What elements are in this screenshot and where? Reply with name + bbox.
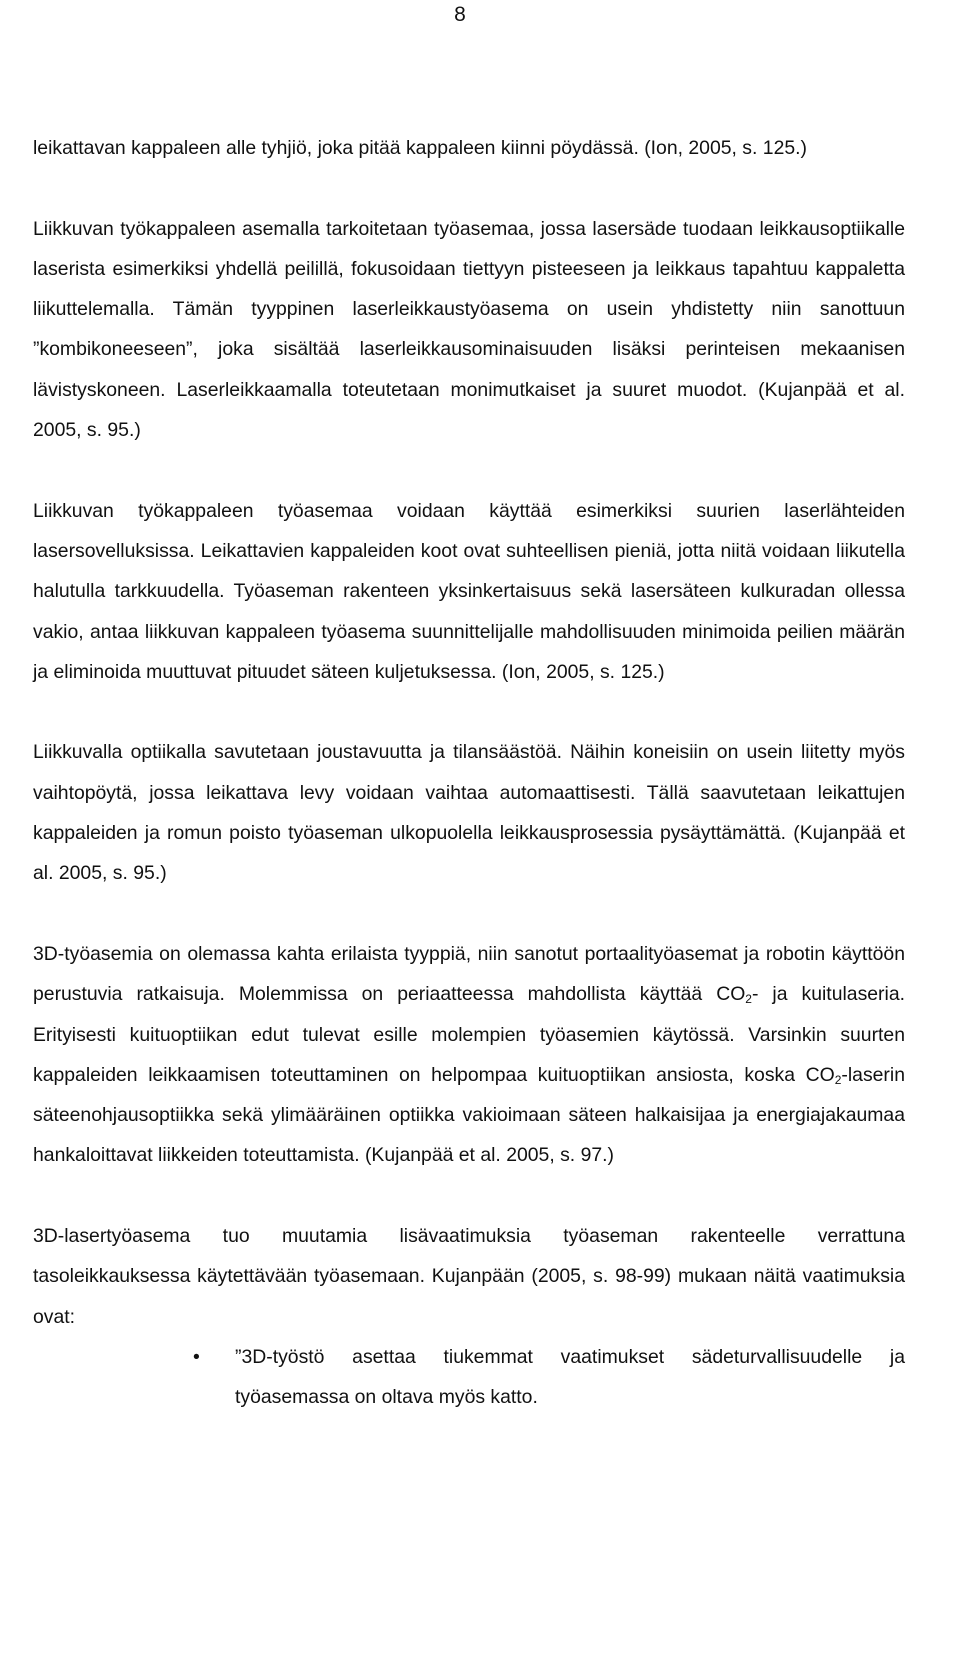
bullet-icon: •	[193, 1345, 200, 1368]
paragraph-6: 3D-lasertyöasema tuo muutamia lisävaatimuksia työaseman rakenteelle verrattuna tasoleikkauksessa käytettävään työasemaan. Kujanpään (2005, s. 98-99) mukaan näitä vaatimuksia ovat:	[33, 1225, 905, 1328]
paragraph-4: Liikkuvalla optiikalla savutetaan joustavuutta ja tilansäästöä. Näihin koneisiin on usein liitetty myös vaihtopöytä, jossa leikattava levy voidaan vaihtaa automaattisesti. Tällä saavutetaan leikattujen kappaleiden ja romun poisto työaseman ulkopuolella leikkausprosessia pysäyttämättä. (Kujanpää et al. 2005, s. 95.)	[33, 741, 905, 885]
paragraph-5-part-2: - ja kuitulaseria. Erityisesti kuituoptiikan edut tulevat esille molempien työasemien käytössä. Varsinkin suurten kappaleiden leikkaamisen toteuttaminen on helpompaa kuituoptiikan ansiosta, koska CO	[33, 983, 905, 1086]
paragraph-1: leikattavan kappaleen alle tyhjiö, joka pitää kappaleen kiinni pöydässä. (Ion, 2005, s. 125.)	[33, 137, 807, 159]
paragraph-5-part-3: -laserin säteenohjausoptiikka sekä ylimääräinen optiikka vakioimaan säteen halkaisijaa ja energiajakaumaa hankaloittavat liikkeiden toteuttamista. (Kujanpää et al. 2005, s. 97.)	[33, 1063, 905, 1167]
paragraph-2: Liikkuvan työkappaleen asemalla tarkoitetaan työasemaa, jossa lasersäde tuodaan leikkausoptiikalle laserista esimerkiksi yhdellä peilillä, fokusoidaan tiettyyn pisteeseen ja leikkaus tapahtuu kappaletta liikuttelemalla. Tämän tyyppinen laserleikkaustyöasema on usein yhdistetty niin sanottuun ”kombikoneeseen”, joka sisältää laserleikkausominaisuuden lisäksi perinteisen mekaanisen lävistyskoneen. Laserleikkaamalla toteutetaan monimutkaiset ja suuret muodot. (Kujanpää et al. 2005, s. 95.)	[33, 217, 905, 442]
paragraph-5	[33, 934, 905, 1176]
paragraph-3: Liikkuvan työkappaleen työasemaa voidaan käyttää esimerkiksi suurien laserlähteiden lasersovelluksissa. Leikattavien kappaleiden koot ovat suhteellisen pieniä, jotta niitä voidaan liikutella halutulla tarkkuudella. Työaseman rakenteen yksinkertaisuus sekä lasersäteen kulkuradan ollessa vakio, antaa liikkuvan kappaleen työasema suunnittelijalle mahdollisuuden minimoida peilien määrän ja eliminoida muuttuvat pituudet säteen kuljetuksessa. (Ion, 2005, s. 125.)	[33, 499, 905, 683]
list-item	[33, 1337, 905, 1418]
subscript-2: 2	[834, 1072, 842, 1087]
document-body	[33, 128, 905, 1418]
page-number: 8	[454, 3, 466, 26]
list-item-text: ”3D-työstö asettaa tiukemmat vaatimukset sädeturvallisuudelle ja työasemassa on oltava myös katto.	[235, 1345, 905, 1409]
requirements-list	[33, 1337, 905, 1418]
paragraph-5-part-1: 3D-työasemia on olemassa kahta erilaista tyyppiä, niin sanotut portaalityöasemat ja robotin käyttöön perustuvia ratkaisuja. Molemmissa on periaatteessa mahdollista käyttää CO	[33, 942, 905, 1006]
subscript-2: 2	[745, 992, 752, 1007]
